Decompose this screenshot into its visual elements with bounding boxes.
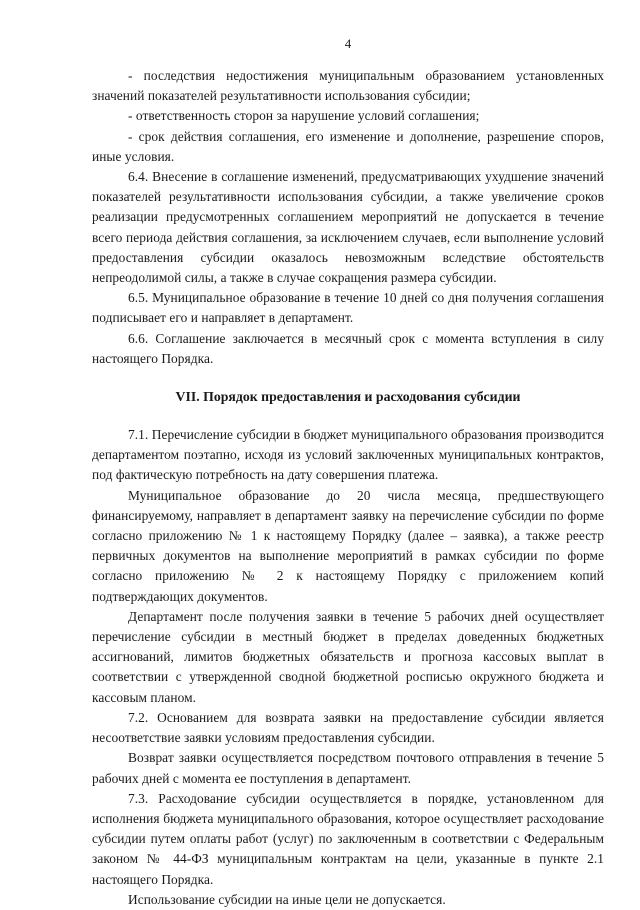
paragraph-return: Возврат заявки осуществляется посредством почтового отправления в течение 5 рабочих дней с момента ее поступления в департамент.: [92, 750, 604, 786]
paragraph-term: - срок действия соглашения, его изменение и дополнение, разрешение споров, иные условия.: [92, 128, 604, 164]
paragraph-application: Муниципальное образование до 20 числа месяца, предшествующего финансируемому, направляет в департамент заявку на перечисление субсидии по форме согласно приложению № 1 к настоящему Порядку (далее – заявка), а также реестр первичных документов на выполнение мероприятий в рамках субсидии по форме согласно приложению № 2 к настоящему Порядку с приложением копий подтверждающих документов.: [92, 487, 604, 604]
page-number: 4: [344, 36, 352, 51]
paragraph-other-purposes: Использование субсидии на иные цели не допускается.: [128, 891, 446, 907]
paragraph-6-4: 6.4. Внесение в соглашение изменений, предусматривающих ухудшение значений показателей результативности использования субсидии, а также увеличение сроков реализации предусмотренных соглашением мероприятий не допускается в течение всего периода действия соглашения, за исключением случаев, если выполнение условий предоставления субсидии оказалось невозможным вследствие обстоятельств непреодолимой силы, а также в случае сокращения размера субсидии.: [92, 169, 604, 286]
section-title: VII. Порядок предоставления и расходования субсидии: [175, 389, 521, 405]
paragraph-7-3: 7.3. Расходование субсидии осуществляется в порядке, установленном для исполнения бюджета муниципального образования, которое осуществляет расходование субсидии путем оплаты работ (услуг) по заключенным в соответствии с Федеральным законом № 44-ФЗ муниципальным контрактам на цели, указанные в пункте 2.1 настоящего Порядка.: [92, 790, 604, 887]
paragraph-7-1: 7.1. Перечисление субсидии в бюджет муниципального образования производится департаментом поэтапно, исходя из условий заключенных муниципальных контрактов, под фактическую потребность на дату совершения платежа.: [92, 427, 604, 483]
paragraph-6-6: 6.6. Соглашение заключается в месячный срок с момента вступления в силу настоящего Порядка.: [92, 330, 604, 366]
paragraph-7-2: 7.2. Основанием для возврата заявки на предоставление субсидии является несоответствие заявки условиям предоставления субсидии.: [92, 709, 604, 746]
paragraph-6-5: 6.5. Муниципальное образование в течение 10 дней со дня получения соглашения подписывает его и направляет в департамент.: [92, 290, 604, 326]
paragraph-transfer: Департамент после получения заявки в течение 5 рабочих дней осуществляет перечисление субсидии в местный бюджет в пределах доведенных бюджетных ассигнований, лимитов бюджетных обязательств и прогноза кассовых выплат в соответствии с утвержденной сводной бюджетной росписью окружного бюджета и кассовым планом.: [92, 608, 604, 705]
paragraph-responsibility: - ответственность сторон за нарушение условий соглашения;: [128, 108, 480, 124]
paragraph-consequences: - последствия недостижения муниципальным образованием установленных значений показателей результативности использования субсидии;: [92, 68, 604, 104]
